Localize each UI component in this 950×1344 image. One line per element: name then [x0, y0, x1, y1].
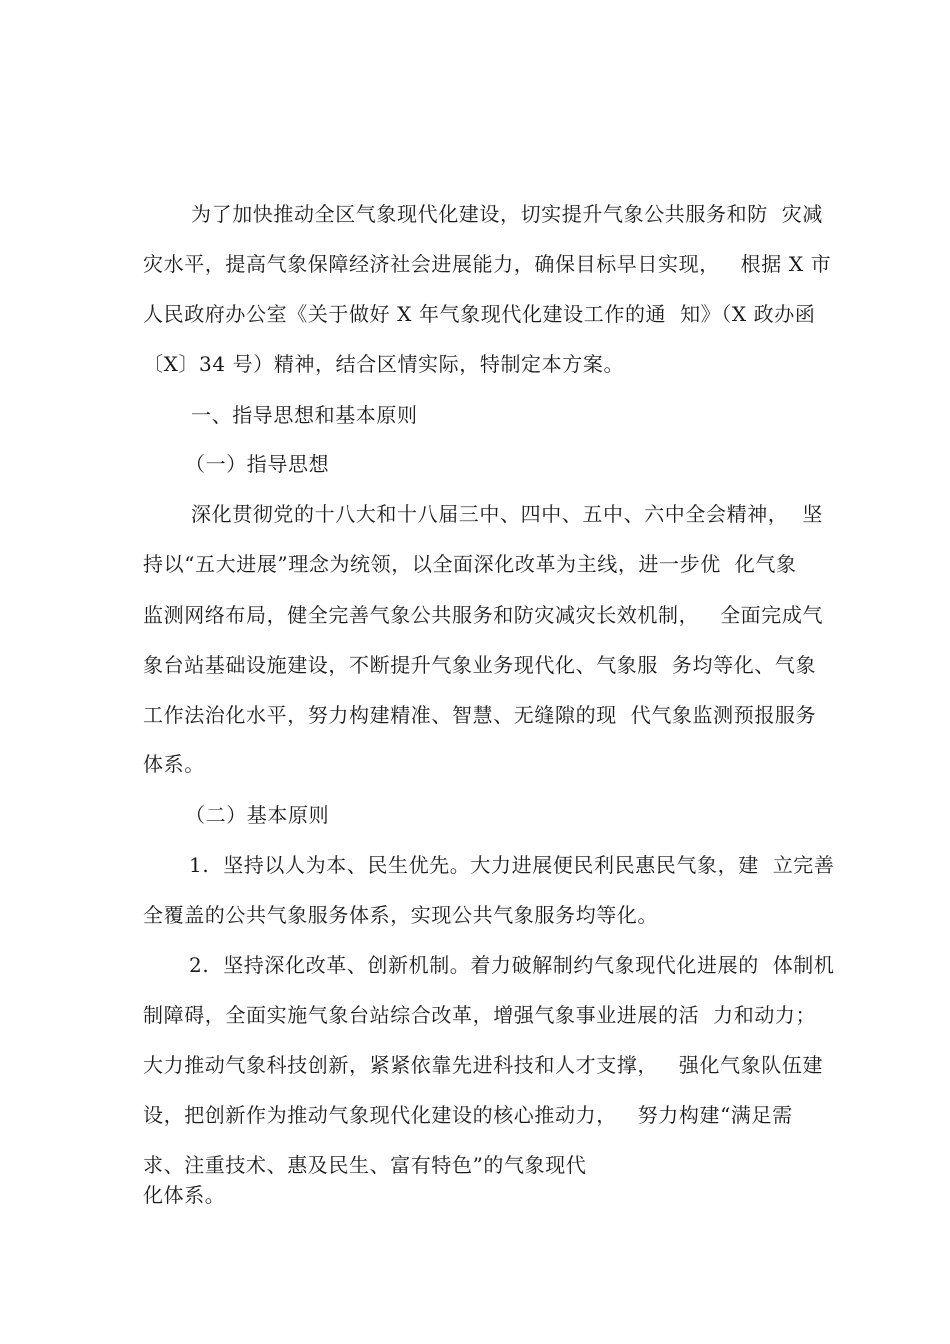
section-heading-1: 一、指导思想和基本原则	[191, 403, 418, 427]
principle-1-line-1: 1. 坚持以人为本、民生优先。大力进展便民利民惠民气象，建 立完善	[189, 853, 835, 877]
paragraph-intro-line-4: 〔X〕34 号）精神，结合区情实际，特制定本方案。	[143, 352, 625, 376]
principle-2-line-3: 大力推动气象科技创新，紧紧依靠先进科技和人才支撑， 强化气象队伍建	[143, 1053, 824, 1077]
paragraph-guiding-line-3: 监测网络布局，健全完善气象公共服务和防灾减灾长效机制， 全面完成气	[143, 603, 824, 627]
principle-2-line-4: 设，把创新作为推动气象现代化建设的核心推动力， 努力构建“满足需	[143, 1103, 793, 1127]
subsection-heading-principles: （二）基本原则	[185, 803, 330, 827]
paragraph-intro-line-2: 灾水平，提高气象保障经济社会进展能力，确保目标早日实现， 根据 X 市	[143, 252, 832, 276]
subsection-heading-guiding: （一）指导思想	[185, 452, 330, 476]
principle-1-line-2: 全覆盖的公共气象服务体系，实现公共气象服务均等化。	[143, 903, 658, 927]
paragraph-intro-line-1: 为了加快推动全区气象现代化建设，切实提升气象公共服务和防 灾减	[191, 202, 823, 226]
paragraph-intro-line-3: 人民政府办公室《关于做好 X 年气象现代化建设工作的通 知》（X 政办函	[143, 302, 816, 326]
principle-2-line-2: 制障碍，全面实施气象台站综合改革，增强气象事业进展的活 力和动力；	[143, 1003, 817, 1027]
paragraph-guiding-line-5: 工作法治化水平，努力构建精准、智慧、无缝隙的现 代气象监测预报服务	[143, 703, 817, 727]
principle-2-line-1: 2. 坚持深化改革、创新机制。着力破解制约气象现代化进展的 体制机	[189, 953, 835, 977]
paragraph-guiding-line-1: 深化贯彻党的十八大和十八届三中、四中、五中、六中全会精神， 坚	[191, 502, 823, 526]
paragraph-guiding-line-2: 持以“五大进展”理念为统领，以全面深化改革为主线，进一步优 化气象	[143, 552, 797, 576]
principle-2-line-5: 求、注重技术、惠及民生、富有特色”的气象现代	[143, 1153, 587, 1177]
principle-2-line-6: 化体系。	[143, 1183, 226, 1207]
paragraph-guiding-line-6: 体系。	[143, 752, 205, 776]
paragraph-guiding-line-4: 象台站基础设施建设，不断提升气象业务现代化、气象服 务均等化、气象	[143, 653, 817, 677]
